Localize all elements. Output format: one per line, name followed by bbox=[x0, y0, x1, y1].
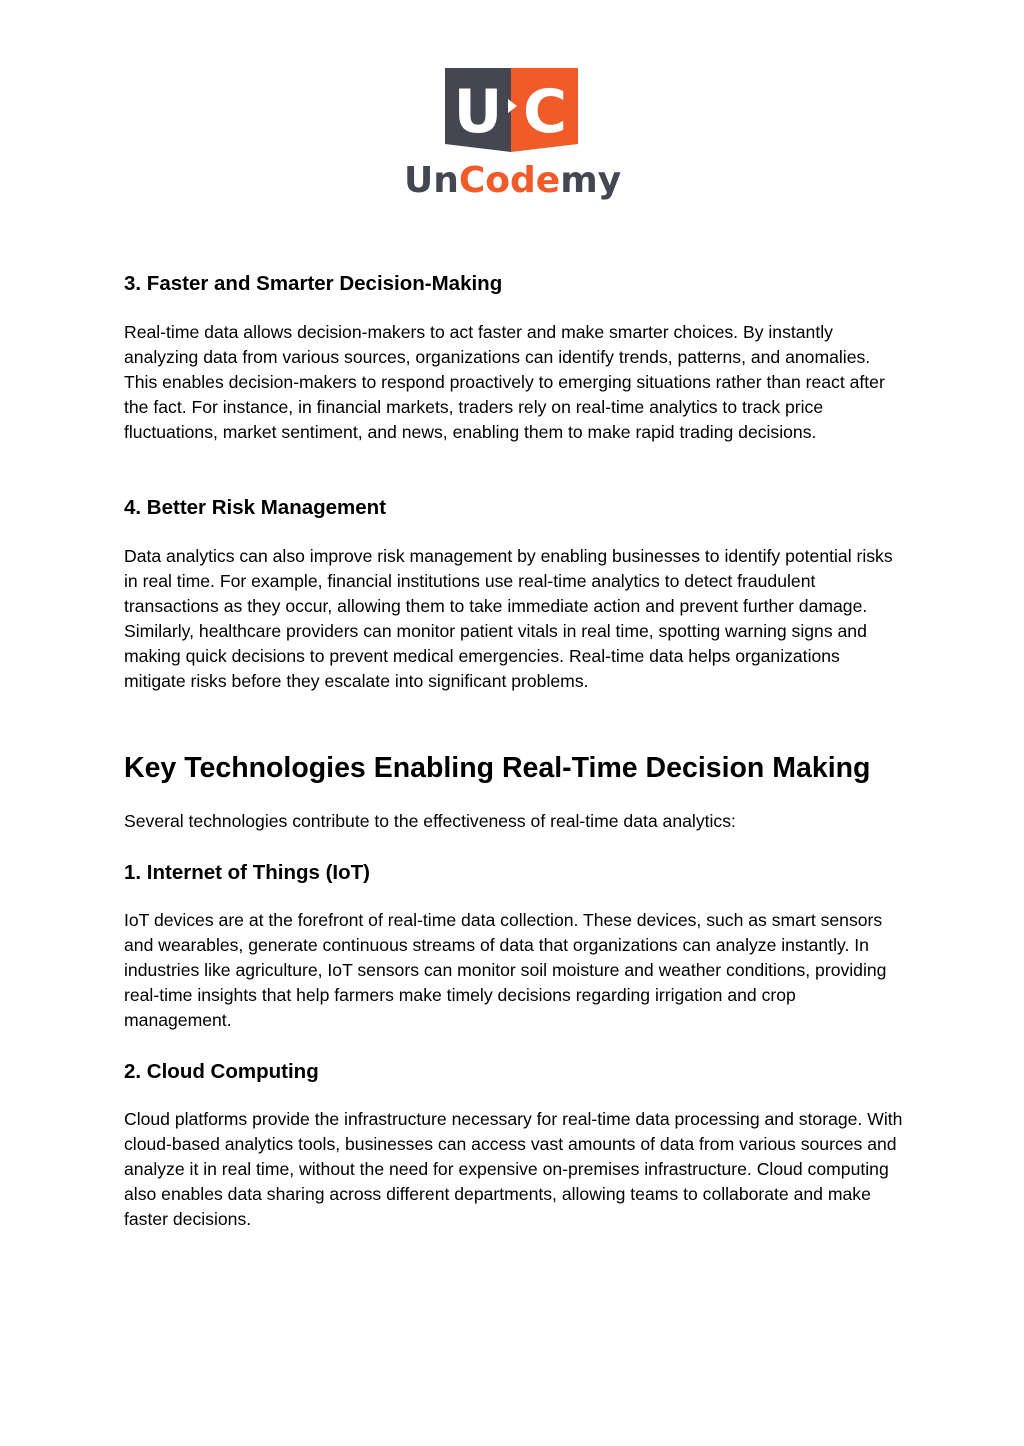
uc-logo-mark bbox=[445, 66, 579, 158]
logo-mark-c: C bbox=[522, 77, 568, 147]
logo-wordmark: UnCodemy bbox=[404, 160, 622, 201]
section-heading-decision-making: 3. Faster and Smarter Decision-Making bbox=[124, 272, 503, 295]
section-body-cloud-computing: Cloud platforms provide the infrastructure necessary for real-time data processing and storage. With cloud-based analytics tools, businesses can access vast amounts of data from various sources and analyze it in real time, without the need for expensive on-premises infrastructure. Cloud computing also enables data sharing across different departments, allowing teams to collaborate and make faster decisions. bbox=[124, 1109, 903, 1229]
section-heading-iot: 1. Internet of Things (IoT) bbox=[124, 861, 370, 884]
intro-paragraph: Several technologies contribute to the effectiveness of real-time data analytics: bbox=[124, 811, 736, 831]
section-body-decision-making: Real-time data allows decision-makers to act faster and make smarter choices. By instantly analyzing data from various sources, organizations can identify trends, patterns, and anomalies. This enables decision-makers to respond proactively to emerging situations rather than react after the fact. For instance, in financial markets, traders rely on real-time analytics to track price fluctuations, market sentiment, and news, enabling them to make rapid trading decisions. bbox=[124, 322, 885, 442]
logo-mark-u: U bbox=[453, 77, 503, 147]
section-heading-risk-management: 4. Better Risk Management bbox=[124, 496, 387, 519]
section-heading-cloud-computing: 2. Cloud Computing bbox=[124, 1060, 319, 1083]
main-heading-key-technologies: Key Technologies Enabling Real-Time Decision Making bbox=[124, 752, 871, 784]
uncodemy-logo bbox=[404, 66, 620, 206]
section-body-risk-management: Data analytics can also improve risk management by enabling businesses to identify potential risks in real time. For example, financial institutions use real-time analytics to detect fraudulent transactions as they occur, allowing them to take immediate action and prevent further damage. Similarly, healthcare providers can monitor patient vitals in real time, spotting warning signs and making quick decisions to prevent medical emergencies. Real-time data helps organizations mitigate risks before they escalate into significant problems. bbox=[124, 546, 893, 691]
section-body-iot: IoT devices are at the forefront of real-time data collection. These devices, such as smart sensors and wearables, generate continuous streams of data that organizations can analyze instantly. In industries like agriculture, IoT sensors can monitor soil moisture and weather conditions, providing real-time insights that help farmers make timely decisions regarding irrigation and crop management. bbox=[124, 910, 887, 1030]
